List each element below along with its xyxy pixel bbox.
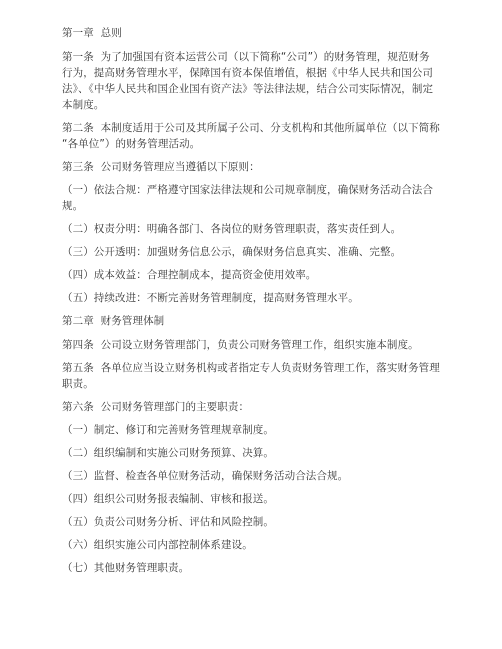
duty-item: （七）其他财务管理职责。 [62, 562, 190, 574]
duty-item: （一）制定、修订和完善财务管理规章制度。 [62, 424, 274, 436]
duty-item: （五）负责公司财务分析、评估和风险控制。 [62, 516, 274, 528]
principle-item: （五）持续改进：不断完善财务管理制度，提高财务管理水平。 [62, 292, 359, 304]
duty-item: （三）监督、检查各单位财务活动，确保财务活动合法合规。 [62, 470, 349, 482]
article-2: 第二条 本制度适用于公司及其所属子公司、分支机构和其他所属单位（以下简称 “各单位”）的财务管理活动。 [62, 122, 440, 150]
article-4: 第四条 公司设立财务管理部门，负责公司财务管理工作，组织实施本制度。 [62, 339, 419, 351]
principle-item: （一）依法合规：严格遵守国家法律法规和公司规章制度，确保财务活动合法合规。 [62, 184, 433, 212]
article-3: 第三条 公司财务管理应当遵循以下原则： [62, 161, 260, 173]
chapter-heading: 第一章 总则 [62, 27, 122, 39]
principle-item: （三）公开透明：加强财务信息公示，确保财务信息真实、准确、完整。 [62, 246, 402, 258]
duty-item: （六）组织实施公司内部控制体系建设。 [62, 539, 253, 551]
article-5: 第五条 各单位应当设立财务机构或者指定专人负责财务管理工作，落实财务管理 职责。 [62, 362, 440, 390]
duty-item: （二）组织编制和实施公司财务预算、决算。 [62, 447, 274, 459]
chapter-heading: 第二章 财务管理体制 [62, 315, 165, 327]
article-6: 第六条 公司财务管理部门的主要职责： [62, 401, 250, 413]
article-1: 第一条 为了加强国有资本运营公司（以下简称“公司”）的财务管理，规范财务 行为，提高财务管理水平，保障国有资本保值增值，根据《中华人民共和国公司 法》、《中华人民共和国企业国有资产法》等法律法规，结合公司实际情况，制定 本制度。 [62, 51, 434, 111]
principle-item: （四）成本效益：合理控制成本，提高资金使用效率。 [62, 269, 317, 281]
principle-item: （二）权责分明：明确各部门、各岗位的财务管理职责，落实责任到人。 [62, 223, 402, 235]
document-body [62, 25, 442, 583]
duty-item: （四）组织公司财务报表编制、审核和报送。 [62, 493, 274, 505]
